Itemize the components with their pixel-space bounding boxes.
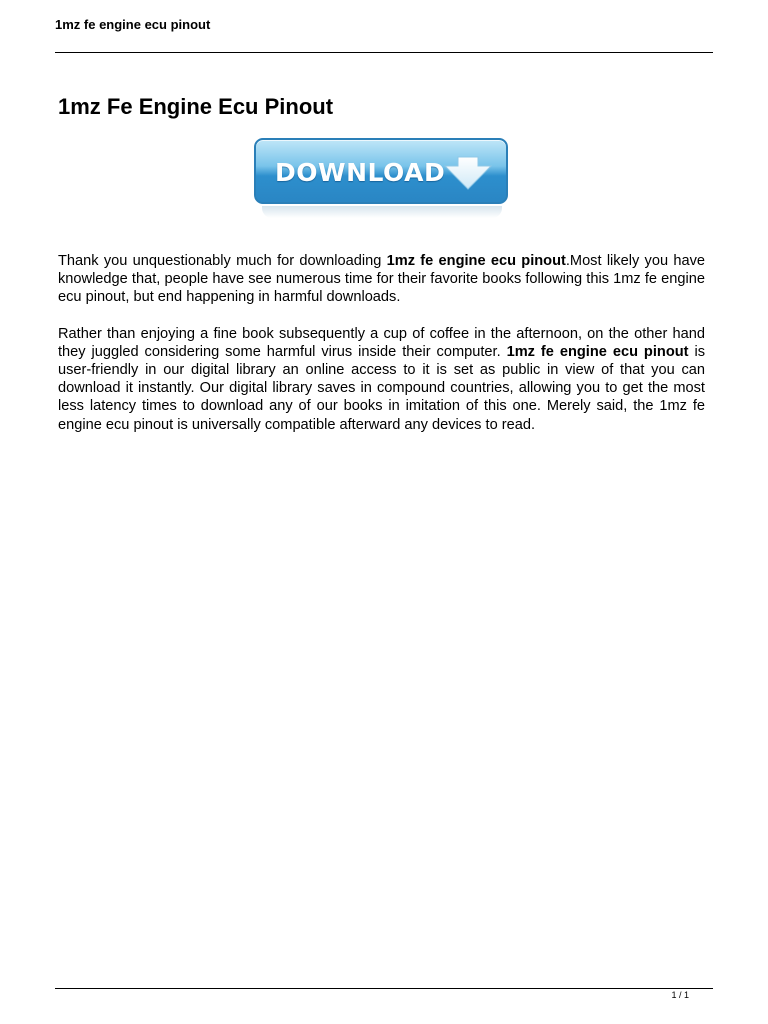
paragraph-text: .Most likely you have knowledge that, people have see numerous time for their favorite books following this 1mz fe engine ecu pinout, but end happening in harmful downloads. [58, 253, 705, 306]
page-number: 1 / 1 [671, 990, 689, 1000]
arrow-down-icon [444, 156, 492, 190]
bold-keyword: 1mz fe engine ecu pinout [506, 343, 689, 360]
paragraph-description [58, 325, 705, 434]
download-button-label: DOWNLOAD [275, 158, 446, 187]
document-body [58, 252, 705, 452]
header-title: 1mz fe engine ecu pinout [55, 17, 211, 32]
paragraph-text: Thank you unquestionably much for downloading [58, 253, 387, 269]
paragraph-text: is user-friendly in our digital library an online access to it is set as public in view of that you can download it instantly. Our digital library saves in compound countries, allowing you to get the most less latency times to download any of our books in imitation of this one. Merely said, the 1mz fe engine ecu pinout is universally compatible afterward any devices to read. [58, 343, 706, 433]
download-button-container [252, 136, 512, 220]
download-button-reflection [262, 206, 502, 218]
bold-keyword: 1mz fe engine ecu pinout [386, 253, 566, 269]
download-button[interactable] [254, 138, 508, 204]
header-divider [55, 52, 713, 53]
paragraph-text: Rather than enjoying a fine book subsequently a cup of coffee in the afternoon, on the other hand they juggled considering some harmful virus inside their computer. [58, 325, 705, 360]
paragraph-intro [58, 252, 705, 307]
document-title: 1mz Fe Engine Ecu Pinout [58, 94, 334, 119]
footer-divider [55, 988, 713, 989]
